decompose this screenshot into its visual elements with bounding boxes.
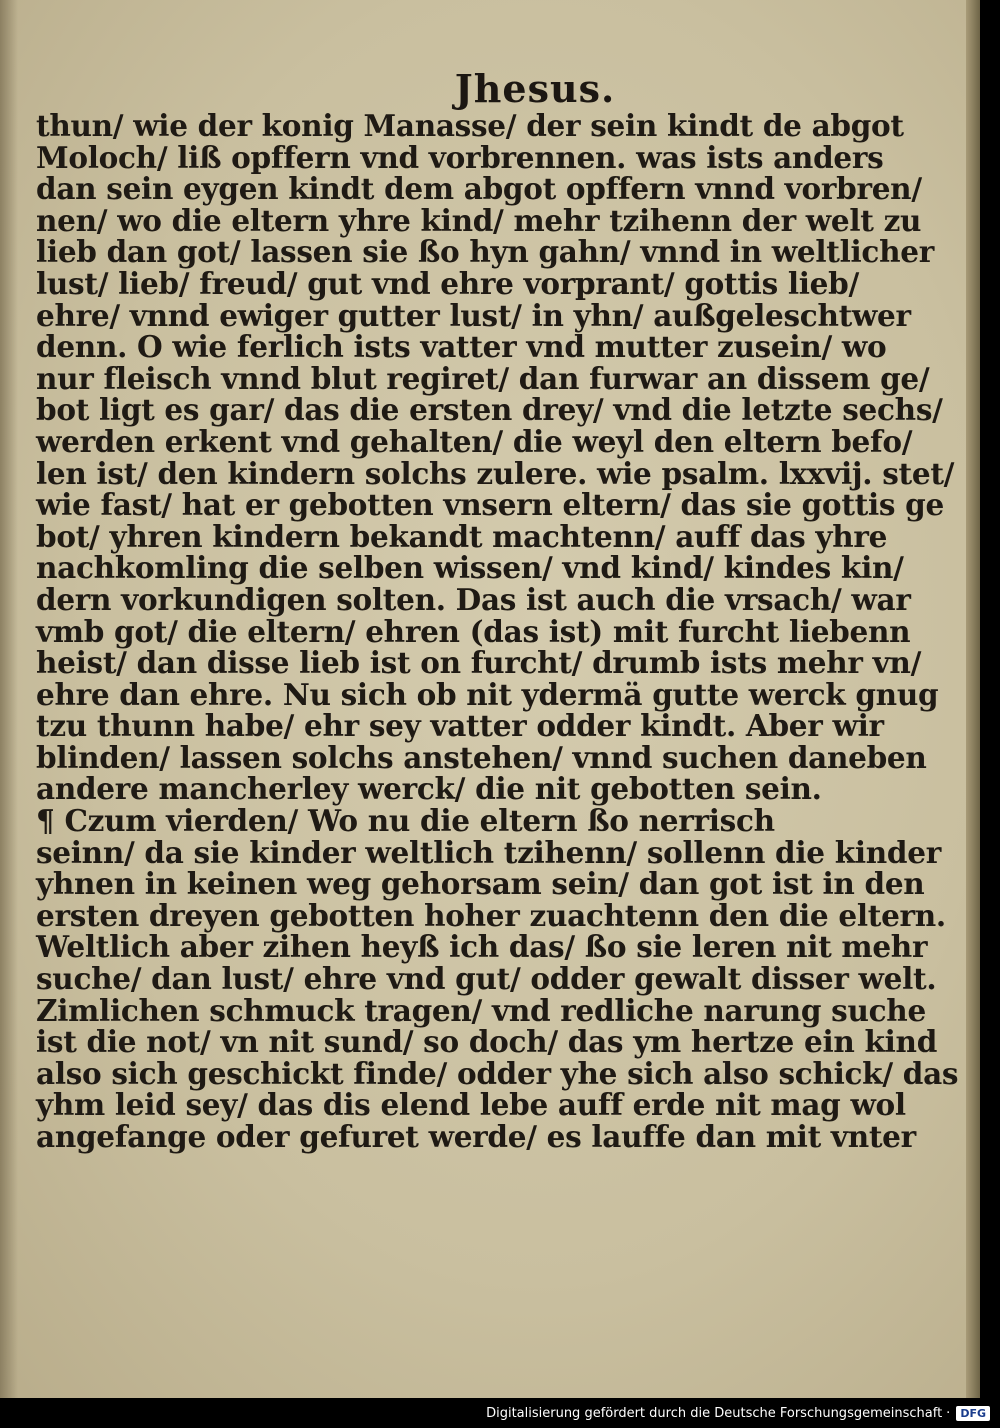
text-line: wie fast/ hat er gebotten vnsern eltern/ das sie gottis ge [36,487,944,523]
footer-separator: · [946,1405,951,1421]
text-line: seinn/ da sie kinder weltlich tzihenn/ sollenn die kinder [36,834,941,870]
text-line: nachkomling die selben wissen/ vnd kind/ kindes kin/ [36,550,904,586]
page-edge [966,0,980,1398]
text-line: ¶ Czum vierden/ Wo nu die eltern ßo nerrisch [36,803,775,839]
text-line: denn. O wie ferlich ists vatter vnd mutter zusein/ wo [36,329,887,365]
text-line: Zimlichen schmuck tragen/ vnd redliche narung suche [36,992,926,1028]
text-line: dan sein eygen kindt dem abgot opffern vnnd vorbren/ [36,171,922,207]
text-line: ehre/ vnnd ewiger gutter lust/ in yhn/ außgeleschtwer [36,297,911,333]
text-line: Weltlich aber zihen heyß ich das/ ßo sie leren nit mehr [36,929,928,965]
text-line: suche/ dan lust/ ehre vnd gut/ odder gewalt disser welt. [36,961,937,997]
dfg-logo: DFG [956,1406,990,1421]
text-line: tzu thunn habe/ ehr sey vatter odder kindt. Aber wir [36,708,884,744]
text-line: ersten dreyen gebotten hoher zuachtenn den die eltern. [36,897,946,933]
footer-credit: Digitalisierung gefördert durch die Deutsche Forschungsgemeinschaft [486,1405,943,1421]
text-line: bot/ yhren kindern bekandt machtenn/ auff das yhre [36,518,888,554]
text-line: bot ligt es gar/ das die ersten drey/ vnd die letzte sechs/ [36,392,943,428]
text-line: Moloch/ liß opffern vnd vorbrennen. was ists anders [36,139,884,175]
text-line: yhnen in keinen weg gehorsam sein/ dan got ist in den [36,866,925,902]
text-line: nen/ wo die eltern yhre kind/ mehr tzihenn der welt zu [36,202,922,238]
text-line: ehre dan ehre. Nu sich ob nit ydermä gutte werck gnug [36,676,939,712]
text-line: also sich geschickt finde/ odder yhe sich also schick/ das [36,1055,959,1091]
text-line: nur fleisch vnnd blut regiret/ dan furwar an dissem ge/ [36,360,930,396]
text-line: vmb got/ die eltern/ ehren (das ist) mit furcht liebenn [36,613,911,649]
text-line: werden erkent vnd gehalten/ die weyl den eltern befo/ [36,423,913,459]
text-line: dern vorkundigen solten. Das ist auch die vrsach/ war [36,581,911,617]
text-line: andere mancherley werck/ die nit gebotten sein. [36,771,822,807]
text-line: yhm leid sey/ das dis elend lebe auff erde nit mag wol [36,1087,906,1123]
text-line: lieb dan got/ lassen sie ßo hyn gahn/ vnnd in weltlicher [36,234,934,270]
running-header: Jhesus. [454,66,616,111]
body-text [36,108,959,1154]
text-line: blinden/ lassen solchs anstehen/ vnnd suchen daneben [36,739,927,775]
text-line: len ist/ den kindern solchs zulere. wie psalm. lxxvij. stet/ [36,455,955,491]
text-line: lust/ lieb/ freud/ gut vnd ehre vorprant/ gottis lieb/ [36,265,859,301]
text-line: thun/ wie der konig Manasse/ der sein kindt de abgot [36,108,904,143]
footer-bar [0,1398,1000,1428]
text-line: heist/ dan disse lieb ist on furcht/ drumb ists mehr vn/ [36,645,922,681]
gutter-shadow [0,0,18,1398]
text-line: ist die not/ vn nit sund/ so doch/ das ym hertze ein kind [36,1024,938,1060]
text-line: angefange oder gefuret werde/ es lauffe dan mit vnter [36,1119,916,1154]
